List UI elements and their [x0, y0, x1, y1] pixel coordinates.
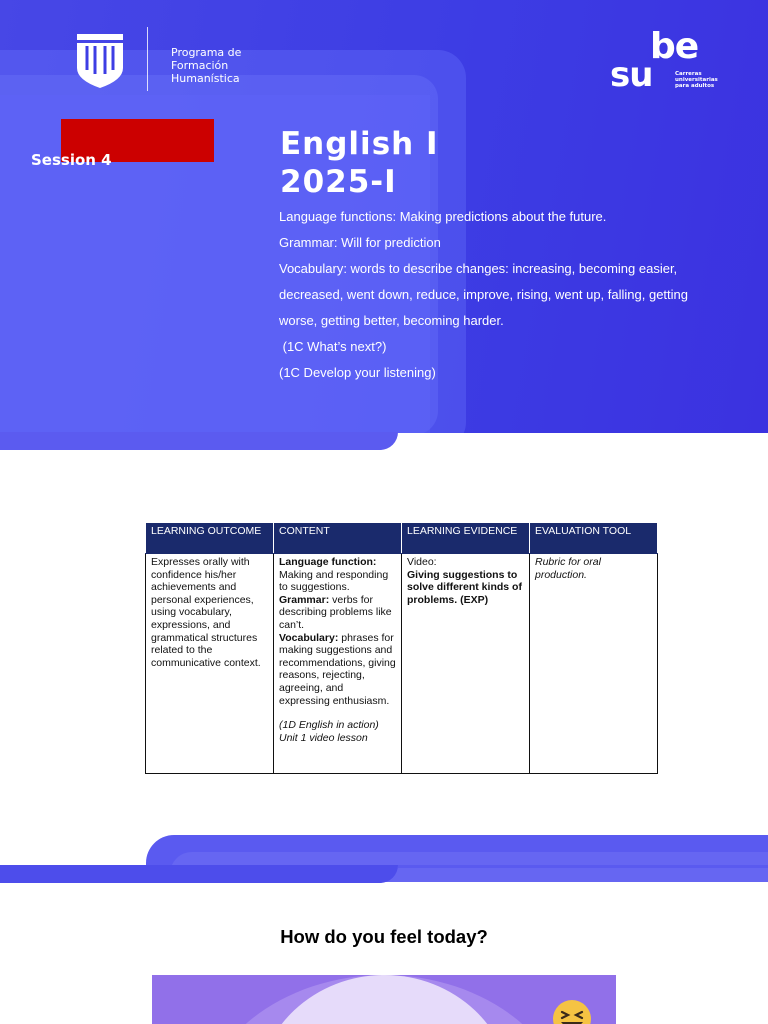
course-title-line: 2025-I: [280, 164, 397, 200]
content-cell: [274, 554, 402, 774]
course-title: [280, 125, 439, 201]
column-header: EVALUATION TOOL: [530, 523, 658, 554]
reference-line: Unit 1 video lesson: [279, 731, 368, 744]
vocabulary-label: Vocabulary:: [279, 631, 339, 644]
tagline-line: universitarias: [675, 77, 718, 83]
detail-grammar: Grammar: Will for prediction: [279, 235, 441, 250]
vocabulary-text: phrases for making suggestions and recommendations, giving reasons, rejecting, agreeing, and expressing enthusiasm.: [279, 631, 396, 707]
university-shield-logo: [77, 34, 123, 88]
evidence-cell: [402, 554, 530, 774]
evidence-text: Giving suggestions to solve different kinds of problems. (EXP): [407, 568, 522, 606]
laughing-face-icon: [553, 1000, 591, 1024]
column-header: LEARNING EVIDENCE: [402, 523, 530, 554]
table-header-row: [146, 523, 658, 554]
tool-cell: [530, 554, 658, 774]
slide-edge: [0, 432, 398, 450]
evidence-label: Video:: [407, 556, 437, 568]
column-header: LEARNING OUTCOME: [146, 523, 274, 554]
sube-logo-su: su: [610, 55, 653, 95]
tagline-line: para adultos: [675, 83, 715, 89]
title-slide: [0, 0, 768, 433]
sube-logo-be: be: [650, 26, 699, 67]
grammar-label: Grammar:: [279, 593, 330, 606]
table-row: [146, 554, 658, 774]
program-line: Humanística: [171, 72, 240, 85]
session-details: [279, 204, 719, 386]
grammar-text: verbs for describing problems like can’t.: [279, 593, 392, 631]
tagline-line: Carreras: [675, 71, 702, 77]
column-header: CONTENT: [274, 523, 402, 554]
learning-outcome-table: [145, 522, 658, 774]
reference-line: (1D English in action): [279, 719, 379, 732]
evaluation-tool-text: Rubric for oral production.: [535, 556, 601, 581]
program-line: Programa de: [171, 46, 242, 59]
session-label: Session 4: [31, 151, 112, 169]
detail-reference: (1C Develop your listening): [279, 365, 436, 380]
course-title-line: English I: [280, 126, 439, 162]
sube-logo: [610, 26, 718, 96]
sube-tagline: [675, 71, 718, 89]
mood-illustration: [152, 975, 616, 1024]
slide-band: [0, 865, 398, 883]
slide-band: [398, 865, 768, 868]
detail-language-functions: Language functions: Making predictions about the future.: [279, 209, 607, 224]
detail-vocabulary: Vocabulary: words to describe changes: increasing, becoming easier, decreased, went down, reduce, improve, rising, went up, falling, getting worse, getting better, becoming harder.: [279, 261, 689, 328]
language-function-text: Making and responding to suggestions.: [279, 568, 389, 594]
language-function-label: Language function:: [279, 556, 377, 568]
program-name: [171, 46, 241, 85]
logo-divider: [147, 27, 148, 91]
outcome-cell: Expresses orally with confidence his/her achievements and personal experiences, using vocabulary, expressions, and grammatical structures related to the communicative context.: [146, 554, 274, 774]
detail-reference: (1C What’s next?): [279, 339, 387, 354]
program-line: Formación: [171, 59, 229, 72]
mood-question: How do you feel today?: [280, 926, 488, 947]
